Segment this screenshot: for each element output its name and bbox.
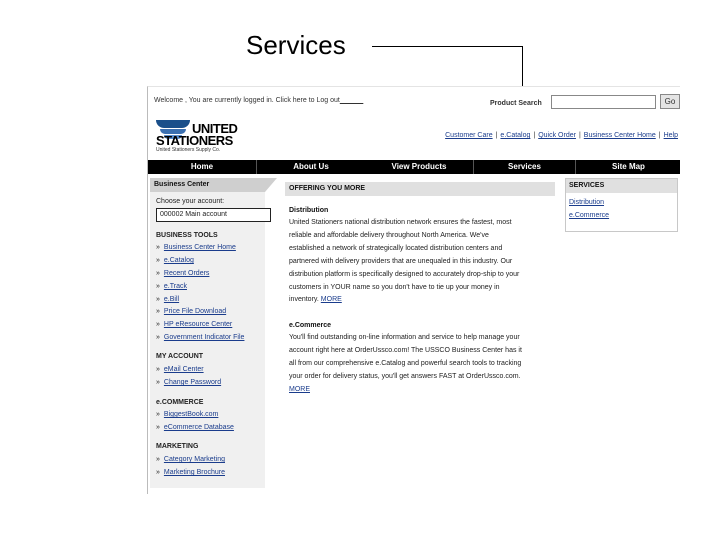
services-box (565, 178, 678, 232)
ecommerce-more-link[interactable]: MORE (289, 385, 310, 393)
nav-view-products[interactable]: View Products (391, 162, 447, 171)
sidebar-link[interactable]: » eCommerce Database (156, 424, 234, 431)
website-screenshot (147, 86, 680, 494)
account-select[interactable]: 000002 Main account (156, 208, 271, 222)
nav-site-map[interactable]: Site Map (612, 162, 645, 171)
services-link-ecommerce[interactable]: e.Commerce (569, 212, 610, 219)
main-nav-bar (148, 160, 680, 174)
sidebar-link[interactable]: » e.Bill (156, 296, 180, 303)
nav-services[interactable]: Services (508, 162, 541, 171)
logout-link-underline[interactable]: ______ (339, 97, 364, 104)
business-center-tab: Business Center (150, 178, 265, 192)
welcome-line (154, 97, 363, 104)
section-heading-marketing: MARKETING (156, 443, 199, 450)
section-heading-my-account: MY ACCOUNT (156, 353, 204, 360)
business-center-tab-corner (265, 178, 277, 192)
utility-nav: Customer Care | e.Catalog | Quick Order | Business Center Home | Help (445, 132, 678, 139)
welcome-text: Welcome , You are currently logged in. Click here to Log out (154, 97, 340, 104)
product-search-input[interactable] (551, 95, 656, 109)
sidebar-link[interactable]: » eMail Center (156, 366, 204, 373)
united-stationers-logo[interactable] (156, 118, 256, 153)
nav-home[interactable]: Home (190, 162, 214, 171)
ecommerce-body: You'll find outstanding on-line information and service to help manage your account right here at OrderUssco.com! The USSCO Business Center has it all from our comprehensive e.Catalog and powerful search tools to tracking your order for delivery status, you'll get answers FAST at OrderUssco.com. MORE (289, 334, 522, 393)
services-link-distribution[interactable]: Distribution (569, 199, 605, 206)
nav-about-us[interactable]: About Us (293, 162, 329, 171)
section-title-ecommerce: e.Commerce (289, 322, 332, 329)
sidebar-link[interactable]: » BiggestBook.com (156, 411, 219, 418)
sidebar-link[interactable]: » Category Marketing (156, 456, 225, 463)
sidebar-link[interactable]: » Price File Download (156, 308, 227, 315)
page-title: OFFERING YOU MORE (285, 182, 555, 196)
sidebar-link[interactable]: » Recent Orders (156, 270, 210, 277)
section-heading-business-tools: BUSINESS TOOLS (156, 232, 218, 239)
sidebar-link[interactable]: » HP eResource Center (156, 321, 233, 328)
callout-leader-horizontal (372, 46, 523, 47)
sidebar-link[interactable]: » Change Password (156, 379, 222, 386)
business-center-sidebar (150, 178, 265, 488)
services-heading: SERVICES (566, 179, 677, 193)
utility-link-business-center-home[interactable]: Business Center Home (583, 132, 656, 139)
section-heading-ecommerce: e.COMMERCE (156, 399, 204, 406)
distribution-more-link[interactable]: MORE (320, 296, 342, 304)
sidebar-link[interactable]: » Government Indicator File (156, 334, 245, 341)
product-search-label: Product Search (490, 100, 542, 107)
utility-link-ecatalog[interactable]: e.Catalog (500, 132, 531, 139)
section-title-distribution: Distribution (289, 207, 329, 214)
utility-link-quick-order[interactable]: Quick Order (538, 132, 576, 139)
distribution-body: United Stationers national distribution network ensures the fastest, most reliable and affordable delivery throughout North America. We've established a network of strategically located distribution centers and partnered with delivery providers that are unequaled in this industry. Our distribution platform is specifically designed to accurately drop-ship to your customers in YOUR name so you don't have to tie up your money in inventory. MORE (289, 219, 520, 304)
logo-subtitle: United Stationers Supply Co. (156, 147, 221, 153)
sidebar-link[interactable]: » Business Center Home (156, 244, 236, 251)
callout-label: Services (246, 30, 346, 60)
sidebar-link[interactable]: » Marketing Brochure (156, 469, 225, 476)
sidebar-link[interactable]: » e.Catalog (156, 257, 194, 264)
utility-link-help[interactable]: Help (663, 132, 678, 139)
sidebar-link[interactable]: » e.Track (156, 283, 187, 290)
utility-link-customer-care[interactable]: Customer Care (445, 132, 493, 139)
go-button[interactable]: Go (660, 94, 680, 109)
logo-word-stationers: STATIONERS (156, 133, 233, 148)
choose-account-label: Choose your account: (156, 198, 225, 205)
logo-word-united: UNITED (192, 121, 238, 136)
